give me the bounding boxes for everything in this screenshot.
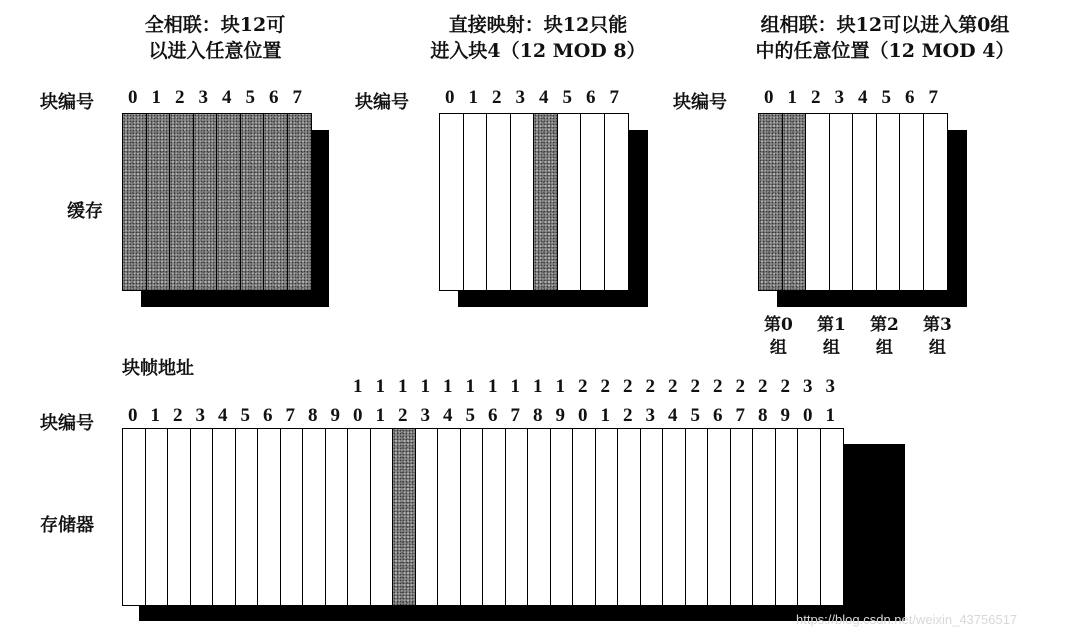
memory-block-number-ones: 7 [510, 405, 520, 426]
memory-block-number-tens: 2 [578, 376, 588, 397]
memory-block [617, 428, 641, 606]
memory-block [820, 428, 844, 606]
sa-cache-block-number: 4 [858, 87, 868, 108]
memory-block [437, 428, 461, 606]
memory-block-number-ones: 1 [600, 405, 610, 426]
memory-block-number-ones: 2 [623, 405, 633, 426]
memory-block [505, 428, 529, 606]
dm-cache-block [463, 113, 488, 291]
set-associative-title-line2: 中的任意位置（12 MOD 4） [755, 40, 1015, 62]
sa-cache-block [852, 113, 877, 291]
dm-cache-block-number: 6 [586, 87, 596, 108]
sa-cache-block-number: 6 [905, 87, 915, 108]
memory-block [212, 428, 236, 606]
sa-block-number-label: 块编号 [673, 92, 727, 113]
fa-cache-block-number: 5 [245, 87, 255, 108]
fa-cache-block-number: 1 [151, 87, 161, 108]
fa-block-number-label: 块编号 [40, 92, 94, 113]
set-label [923, 314, 952, 360]
fa-cache-block-number: 7 [292, 87, 302, 108]
memory-block [190, 428, 214, 606]
memory-block-number-ones: 6 [713, 405, 723, 426]
memory-block-number-tens: 2 [780, 376, 790, 397]
memory-block [752, 428, 776, 606]
memory-block-number-tens: 2 [735, 376, 745, 397]
memory-block [550, 428, 574, 606]
set-label-line2: 组 [822, 338, 840, 358]
memory-block-number-tens: 1 [465, 376, 475, 397]
set-label-line2: 组 [875, 338, 893, 358]
direct-mapped-title-line1: 直接映射：块12只能 [448, 14, 628, 36]
memory-block-number-tens: 2 [713, 376, 723, 397]
dm-cache-block [510, 113, 535, 291]
memory-block-number-ones: 2 [398, 405, 408, 426]
memory-block-number-tens: 1 [533, 376, 543, 397]
dm-cache-block [533, 113, 558, 291]
sa-cache-block-number: 0 [764, 87, 774, 108]
memory-block-number-ones: 3 [420, 405, 430, 426]
sa-cache-block-number: 3 [834, 87, 844, 108]
cache-label: 缓存 [67, 201, 103, 222]
memory-block-number-ones: 1 [825, 405, 835, 426]
memory-block [392, 428, 416, 606]
set-label [764, 314, 793, 360]
memory-block-number-tens: 3 [803, 376, 813, 397]
fa-cache-block-number: 3 [198, 87, 208, 108]
memory-block-number-tens: 3 [825, 376, 835, 397]
watermark: https://blog.csdn.net/weixin_43756517 [796, 612, 1018, 627]
set-label [817, 314, 846, 360]
memory-block-number-tens: 1 [420, 376, 430, 397]
memory-block [347, 428, 371, 606]
fully-associative-title-line1: 全相联：块12可 [144, 14, 286, 36]
memory-block-number-tens: 2 [668, 376, 678, 397]
memory-block [415, 428, 439, 606]
dm-cache-blocks [439, 113, 627, 291]
memory-block-number-ones: 1 [150, 405, 160, 426]
memory-block [325, 428, 349, 606]
memory-block [280, 428, 304, 606]
memory-block [797, 428, 821, 606]
fa-cache-block-number: 4 [222, 87, 232, 108]
memory-block [167, 428, 191, 606]
memory-block [370, 428, 394, 606]
memory-block [460, 428, 484, 606]
memory-block-number-ones: 0 [803, 405, 813, 426]
direct-mapped-title [418, 12, 658, 64]
sa-cache-block [899, 113, 924, 291]
dm-cache-block-number: 3 [515, 87, 525, 108]
dm-block-number-label: 块编号 [355, 92, 409, 113]
dm-cache-block [486, 113, 511, 291]
dm-cache-block-number: 0 [445, 87, 455, 108]
memory-block [707, 428, 731, 606]
dm-cache-block-number: 1 [468, 87, 478, 108]
sa-cache-block-number: 5 [881, 87, 891, 108]
sa-cache-block [923, 113, 948, 291]
memory-block-number-ones: 6 [263, 405, 273, 426]
memory-block-number-tens: 1 [375, 376, 385, 397]
memory-block [685, 428, 709, 606]
memory-block-number-ones: 9 [555, 405, 565, 426]
memory-block-number-ones: 8 [308, 405, 318, 426]
sa-cache-block [829, 113, 854, 291]
dm-cache-block-number: 2 [492, 87, 502, 108]
sa-cache-block [805, 113, 830, 291]
memory-block-number-ones: 2 [173, 405, 183, 426]
direct-mapped-title-line2: 进入块4（12 MOD 8） [430, 40, 646, 62]
sa-cache-block [876, 113, 901, 291]
memory-block [302, 428, 326, 606]
memory-block-number-ones: 8 [533, 405, 543, 426]
fa-cache-block [216, 113, 241, 291]
memory-block [662, 428, 686, 606]
memory-block-number-ones: 8 [758, 405, 768, 426]
memory-block-number-tens: 2 [690, 376, 700, 397]
block-frame-address-label: 块帧地址 [122, 358, 194, 379]
memory-block-number-tens: 1 [510, 376, 520, 397]
memory-block-number-ones: 4 [443, 405, 453, 426]
sa-cache-blocks [758, 113, 946, 291]
fa-cache-block [122, 113, 147, 291]
memory-block-number-ones: 5 [240, 405, 250, 426]
memory-block-number-ones: 0 [128, 405, 138, 426]
set-label-line1: 第0 [764, 315, 793, 335]
set-label-line1: 第3 [923, 315, 952, 335]
fully-associative-title [120, 12, 310, 64]
memory-block-number-tens: 1 [443, 376, 453, 397]
memory-blocks [122, 428, 842, 606]
sa-cache-block [758, 113, 783, 291]
memory-block-number-ones: 0 [353, 405, 363, 426]
fa-cache-block [146, 113, 171, 291]
memory-block [145, 428, 169, 606]
memory-block-number-label: 块编号 [40, 413, 94, 434]
fa-cache-block [193, 113, 218, 291]
memory-block-number-ones: 5 [690, 405, 700, 426]
fa-cache-block [240, 113, 265, 291]
memory-block-number-tens: 1 [488, 376, 498, 397]
dm-cache-block-number: 5 [562, 87, 572, 108]
memory-block [572, 428, 596, 606]
memory-block-number-tens: 2 [645, 376, 655, 397]
fa-cache-block-number: 6 [269, 87, 279, 108]
sa-cache-block-number: 2 [811, 87, 821, 108]
sa-cache-block [782, 113, 807, 291]
memory-block-number-ones: 0 [578, 405, 588, 426]
fa-cache-block-number: 2 [175, 87, 185, 108]
memory-block-number-ones: 6 [488, 405, 498, 426]
dm-cache-block [604, 113, 629, 291]
memory-label: 存储器 [40, 515, 94, 536]
fully-associative-title-line2: 以进入任意位置 [148, 40, 282, 62]
memory-block-number-ones: 5 [465, 405, 475, 426]
memory-block [775, 428, 799, 606]
dm-cache-block [580, 113, 605, 291]
memory-block-number-ones: 3 [645, 405, 655, 426]
dm-cache-block [439, 113, 464, 291]
fa-cache-block [263, 113, 288, 291]
memory-block [482, 428, 506, 606]
memory-block-number-tens: 2 [623, 376, 633, 397]
set-label [870, 314, 899, 360]
memory-block [122, 428, 146, 606]
memory-block [527, 428, 551, 606]
memory-block-number-tens: 1 [398, 376, 408, 397]
memory-block-number-ones: 3 [195, 405, 205, 426]
sa-cache-block-number: 1 [787, 87, 797, 108]
memory-block-number-ones: 1 [375, 405, 385, 426]
memory-block-number-ones: 4 [668, 405, 678, 426]
fa-cache-block [169, 113, 194, 291]
set-label-line1: 第1 [817, 315, 846, 335]
set-associative-title-line1: 组相联：块12可以进入第0组 [760, 14, 1010, 36]
memory-block-number-ones: 9 [780, 405, 790, 426]
memory-block [235, 428, 259, 606]
memory-block [257, 428, 281, 606]
memory-block-number-tens: 2 [600, 376, 610, 397]
fa-cache-blocks [122, 113, 310, 291]
memory-block [595, 428, 619, 606]
dm-cache-block [557, 113, 582, 291]
dm-cache-block-number: 7 [609, 87, 619, 108]
sa-cache-block-number: 7 [928, 87, 938, 108]
set-label-line2: 组 [928, 338, 946, 358]
memory-block-number-tens: 1 [555, 376, 565, 397]
set-associative-title [735, 12, 1035, 64]
set-label-line1: 第2 [870, 315, 899, 335]
memory-block-number-tens: 1 [353, 376, 363, 397]
memory-block [730, 428, 754, 606]
memory-block-number-ones: 7 [735, 405, 745, 426]
memory-block-number-tens: 2 [758, 376, 768, 397]
set-label-line2: 组 [769, 338, 787, 358]
memory-block-number-ones: 4 [218, 405, 228, 426]
memory-block [640, 428, 664, 606]
memory-block-number-ones: 9 [330, 405, 340, 426]
dm-cache-block-number: 4 [539, 87, 549, 108]
fa-cache-block [287, 113, 312, 291]
fa-cache-block-number: 0 [128, 87, 138, 108]
memory-block-number-ones: 7 [285, 405, 295, 426]
